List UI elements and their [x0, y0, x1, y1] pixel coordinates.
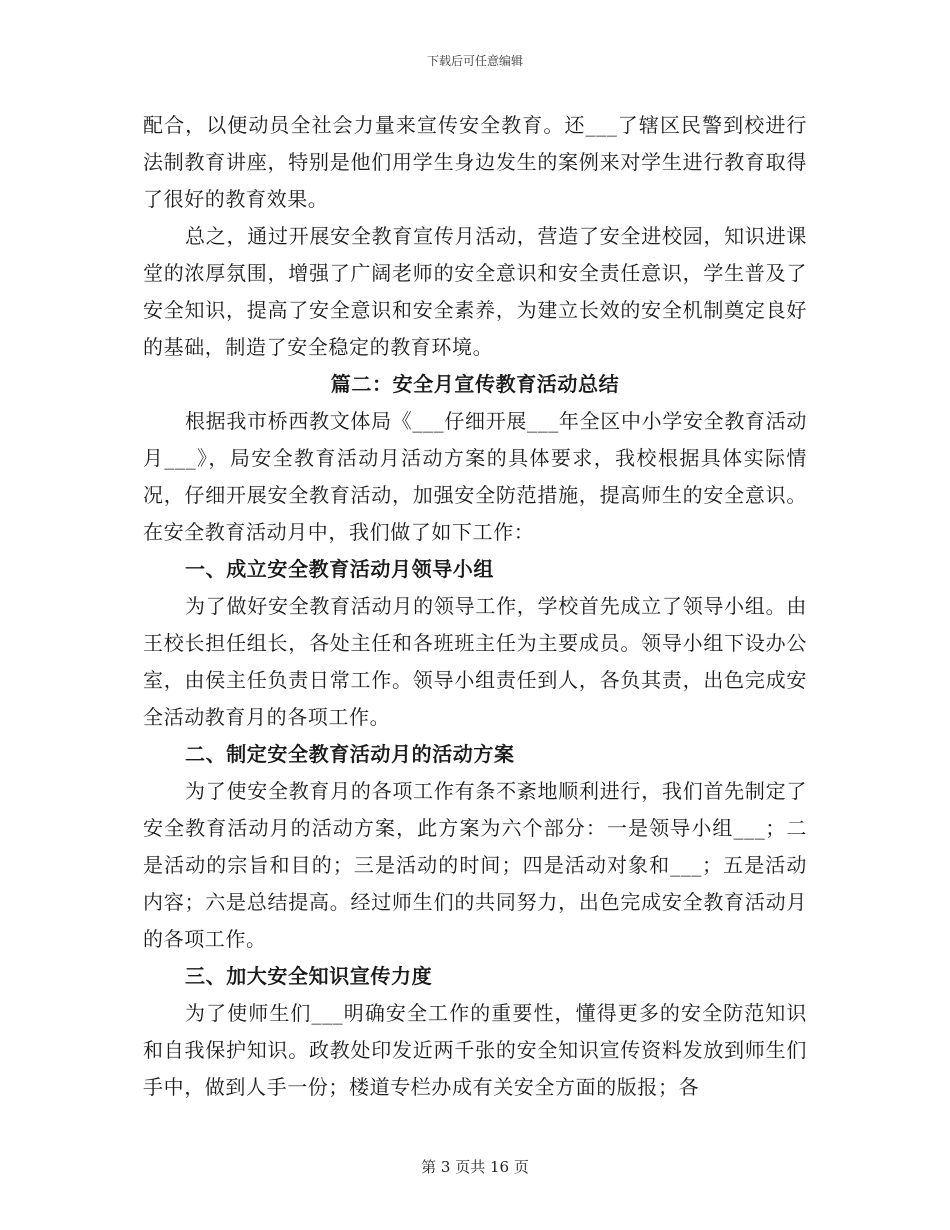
paragraph-leadership: 为了做好安全教育活动月的领导工作，学校首先成立了领导小组。由王校长担任组长，各处主任和各班班主任为主要成员。领导小组下设办公室，由侯主任负责日常工作。领导小组责任到人，各负其责，出色完成安全活动教育月的各项工作。 — [143, 594, 807, 729]
heading-three: 三、加大安全知识宣传力度 — [185, 964, 433, 988]
paragraph-publicity: 为了使师生们___明确安全工作的重要性，懂得更多的安全防范知识和自我保护知识。政教处印发近两千张的安全知识宣传资料发放到师生们手中，做到人手一份；楼道专栏办成有关安全方面的版报；各 — [143, 1001, 807, 1099]
paragraph-intro: 根据我市桥西教文体局《___仔细开展___年全区中小学安全教育活动月___》，局安全教育活动月活动方案的具体要求，我校根据具体实际情况，仔细开展安全教育活动，加强安全防范措施，提高师生的安全意识。在安全教育活动月中，我们做了如下工作： — [143, 409, 807, 544]
page-footer: 第 3 页共 16 页 — [421, 1158, 529, 1176]
page-header: 下载后可任意编辑 — [426, 54, 523, 68]
paragraph-plan: 为了使安全教育月的各项工作有条不紊地顺利进行，我们首先制定了安全教育活动月的活动方案，此方案为六个部分：一是领导小组___；二是活动的宗旨和目的；三是活动的时间；四是活动对象和___；五是活动内容；六是总结提高。经过师生们的共同努力，出色完成安全教育活动月的各项工作。 — [143, 779, 807, 951]
heading-two: 二、制定安全教育活动月的活动方案 — [185, 742, 515, 766]
paragraph-continuation: 配合，以便动员全社会力量来宣传安全教育。还___了辖区民警到校进行法制教育讲座，特别是他们用学生身边发生的案例来对学生进行教育取得了很好的教育效果。 — [143, 113, 807, 211]
document-body — [143, 107, 807, 1106]
section-title: 篇二：安全月宣传教育活动总结 — [330, 372, 620, 396]
heading-one: 一、成立安全教育活动月领导小组 — [185, 557, 494, 581]
paragraph-summary: 总之，通过开展安全教育宣传月活动，营造了安全进校园，知识进课堂的浓厚氛围，增强了广阔老师的安全意识和安全责任意识，学生普及了安全知识，提高了安全意识和安全素养，为建立长效的安全机制奠定良好的基础，制造了安全稳定的教育环境。 — [143, 224, 807, 359]
